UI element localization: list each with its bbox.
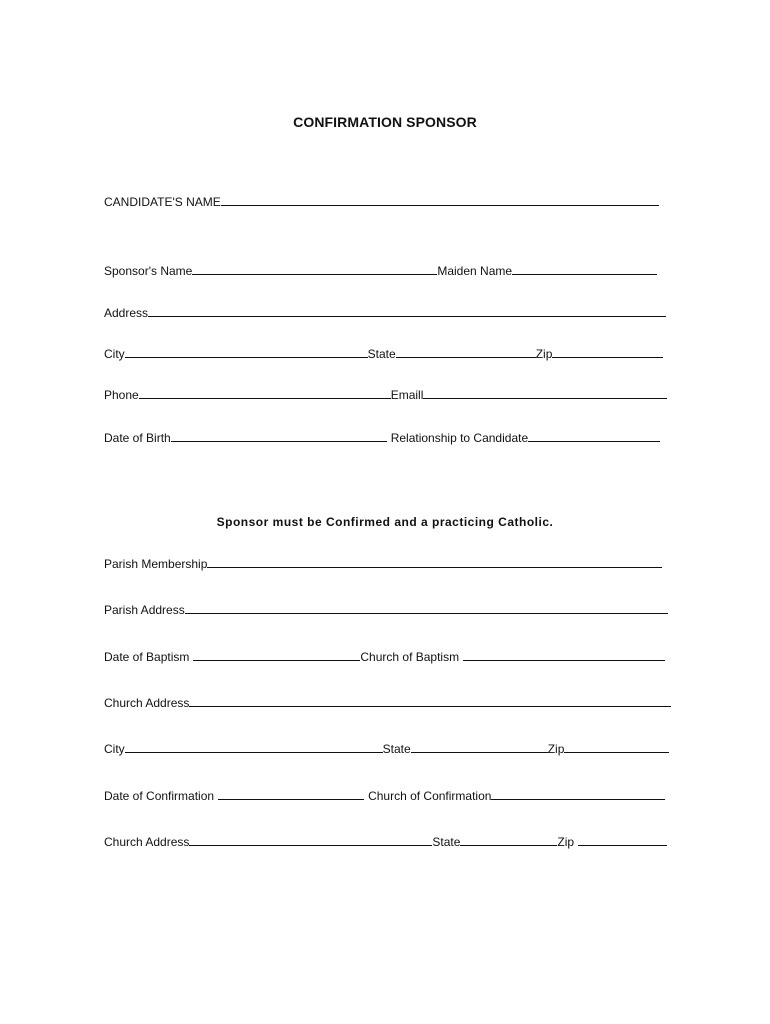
candidate-name-row — [104, 194, 659, 210]
sponsor-phone-row — [104, 387, 667, 403]
baptism-church-address-row — [104, 695, 671, 711]
sponsor-state-label: State — [367, 347, 396, 361]
sponsor-name-row — [104, 263, 657, 279]
sponsor-name-field[interactable] — [192, 263, 437, 275]
confirmation-church-label: Church of Confirmation — [368, 789, 492, 803]
sponsor-name-label: Sponsor's Name — [104, 264, 193, 278]
parish-address-label: Parish Address — [104, 603, 185, 617]
maiden-name-field[interactable] — [512, 263, 657, 275]
confirmation-church-address-label: Church Address — [104, 835, 190, 849]
baptism-city-field[interactable] — [125, 741, 383, 753]
sponsor-zip-field[interactable] — [552, 346, 663, 358]
sponsor-email-label: Emaill — [390, 388, 424, 402]
confirmation-church-field[interactable] — [491, 788, 665, 800]
form-title: CONFIRMATION SPONSOR — [293, 114, 477, 130]
relationship-label: Relationship to Candidate — [390, 431, 529, 445]
baptism-city-row — [104, 741, 669, 757]
confirmation-zip-label: Zip — [557, 835, 575, 849]
candidate-name-label: CANDIDATE'S NAME — [104, 195, 221, 209]
sponsor-state-field[interactable] — [396, 346, 536, 358]
parish-membership-row — [104, 556, 662, 572]
confirmation-row — [104, 788, 665, 804]
sponsor-address-row — [104, 305, 666, 321]
confirmation-state-field[interactable] — [460, 834, 557, 846]
sponsor-city-row — [104, 346, 663, 362]
sponsor-dob-field[interactable] — [171, 430, 387, 442]
sponsor-address-label: Address — [104, 306, 149, 320]
confirmation-date-field[interactable] — [218, 788, 364, 800]
sponsor-dob-label: Date of Birth — [104, 431, 171, 445]
sponsor-city-label: City — [104, 347, 125, 361]
maiden-name-label: Maiden Name — [437, 264, 513, 278]
baptism-church-field[interactable] — [463, 649, 665, 661]
baptism-church-label: Church of Baptism — [360, 650, 460, 664]
confirmation-church-address-row — [104, 834, 667, 850]
baptism-zip-field[interactable] — [564, 741, 669, 753]
baptism-church-address-label: Church Address — [104, 696, 190, 710]
sponsor-dob-row — [104, 430, 660, 446]
sponsor-email-field[interactable] — [423, 387, 667, 399]
baptism-date-field[interactable] — [193, 649, 360, 661]
requirement-note: Sponsor must be Confirmed and a practicing Catholic. — [216, 515, 554, 529]
sponsor-address-field[interactable] — [148, 305, 666, 317]
parish-membership-field[interactable] — [207, 556, 662, 568]
baptism-city-label: City — [104, 742, 125, 756]
confirmation-church-address-field[interactable] — [189, 834, 432, 846]
baptism-church-address-field[interactable] — [189, 695, 671, 707]
sponsor-city-field[interactable] — [125, 346, 368, 358]
parish-membership-label: Parish Membership — [104, 557, 208, 571]
relationship-field[interactable] — [528, 430, 660, 442]
candidate-name-field[interactable] — [221, 194, 659, 206]
sponsor-phone-field[interactable] — [139, 387, 391, 399]
baptism-state-label: State — [382, 742, 411, 756]
parish-address-field[interactable] — [185, 602, 668, 614]
baptism-row — [104, 649, 665, 665]
baptism-state-field[interactable] — [411, 741, 548, 753]
confirmation-state-label: State — [432, 835, 461, 849]
baptism-date-label: Date of Baptism — [104, 650, 190, 664]
sponsor-phone-label: Phone — [104, 388, 139, 402]
confirmation-date-label: Date of Confirmation — [104, 789, 215, 803]
parish-address-row — [104, 602, 668, 618]
confirmation-zip-field[interactable] — [578, 834, 667, 846]
sponsor-zip-label: Zip — [535, 347, 553, 361]
baptism-zip-label: Zip — [547, 742, 565, 756]
